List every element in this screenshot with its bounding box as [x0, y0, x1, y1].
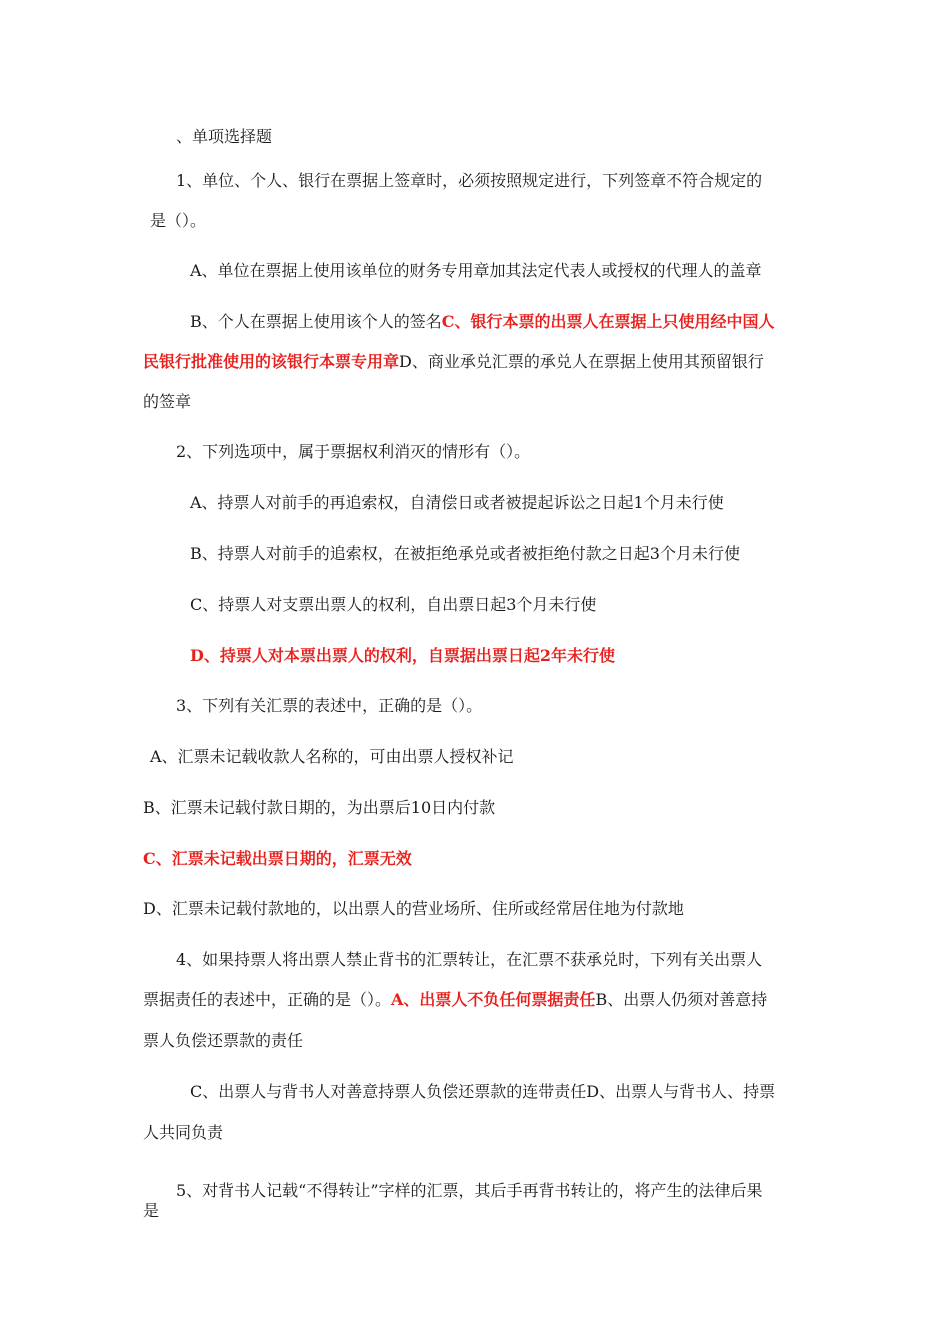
q4-option-b: B、出票人仍须对善意持	[595, 990, 768, 1009]
q5-stem-line2: 是	[143, 1201, 160, 1220]
q5-stem-line1: 5、对背书人记载“不得转让”字样的汇票，其后手再背书转让的，将产生的法律后果	[176, 1181, 763, 1200]
q4-option-c: C、出票人与背书人对善意持票人负偿还票款的连带责任	[190, 1082, 587, 1101]
q2-stem: 2、下列选项中，属于票据权利消灭的情形有（）。	[176, 442, 531, 461]
q4-stem-line2	[143, 989, 767, 1011]
q4-stem-line1: 4、如果持票人将出票人禁止背书的汇票转让，在汇票不获承兑时，下列有关出票人	[176, 950, 763, 969]
q1-option-d-cont: 的签章	[143, 392, 192, 411]
q1-option-c-answer: C、银行本票的出票人在票据上只使用经中国人	[441, 312, 775, 331]
q3-option-a: A、汇票未记载收款人名称的，可由出票人授权补记	[150, 747, 514, 766]
q1-option-b: B、个人在票据上使用该个人的签名	[190, 312, 442, 331]
q1-option-d: D、商业承兑汇票的承兑人在票据上使用其预留银行	[399, 352, 764, 371]
q4-stem-text: 票据责任的表述中，正确的是（）。	[143, 990, 392, 1009]
q4-option-d-cont: 人共同负责	[143, 1123, 224, 1142]
section-title: 、单项选择题	[176, 127, 273, 146]
q2-option-b: B、持票人对前手的追索权，在被拒绝承兑或者被拒绝付款之日起3个月未行使	[190, 544, 740, 563]
q1-option-a: A、单位在票据上使用该单位的财务专用章加其法定代表人或授权的代理人的盖章	[190, 261, 762, 280]
q1-option-line2	[143, 351, 764, 373]
q1-option-c-answer-cont: 民银行批准使用的该银行本票专用章	[143, 352, 400, 371]
q3-option-c-answer: C、汇票未记载出票日期的，汇票无效	[143, 849, 412, 868]
q4-option-line	[190, 1081, 775, 1103]
q3-option-d: D、汇票未记载付款地的，以出票人的营业场所、住所或经常居住地为付款地	[143, 899, 684, 918]
q4-option-a-answer: A、出票人不负任何票据责任	[391, 990, 596, 1009]
q2-option-c: C、持票人对支票出票人的权利，自出票日起3个月未行使	[190, 595, 597, 614]
q2-option-a: A、持票人对前手的再追索权，自清偿日或者被提起诉讼之日起1个月未行使	[190, 493, 724, 512]
q3-stem: 3、下列有关汇票的表述中，正确的是（）。	[176, 696, 483, 715]
q1-stem-line2: 是（）。	[150, 211, 207, 230]
q2-option-d-answer: D、持票人对本票出票人的权利，自票据出票日起2年未行使	[190, 646, 616, 665]
q4-option-d: D、出票人与背书人、持票	[586, 1082, 776, 1101]
q4-option-b-cont: 票人负偿还票款的责任	[143, 1031, 304, 1050]
q1-option-line	[190, 311, 775, 333]
q1-stem-line1: 1、单位、个人、银行在票据上签章时，必须按照规定进行，下列签章不符合规定的	[176, 171, 763, 190]
q3-option-b: B、汇票未记载付款日期的，为出票后10日内付款	[143, 798, 496, 817]
